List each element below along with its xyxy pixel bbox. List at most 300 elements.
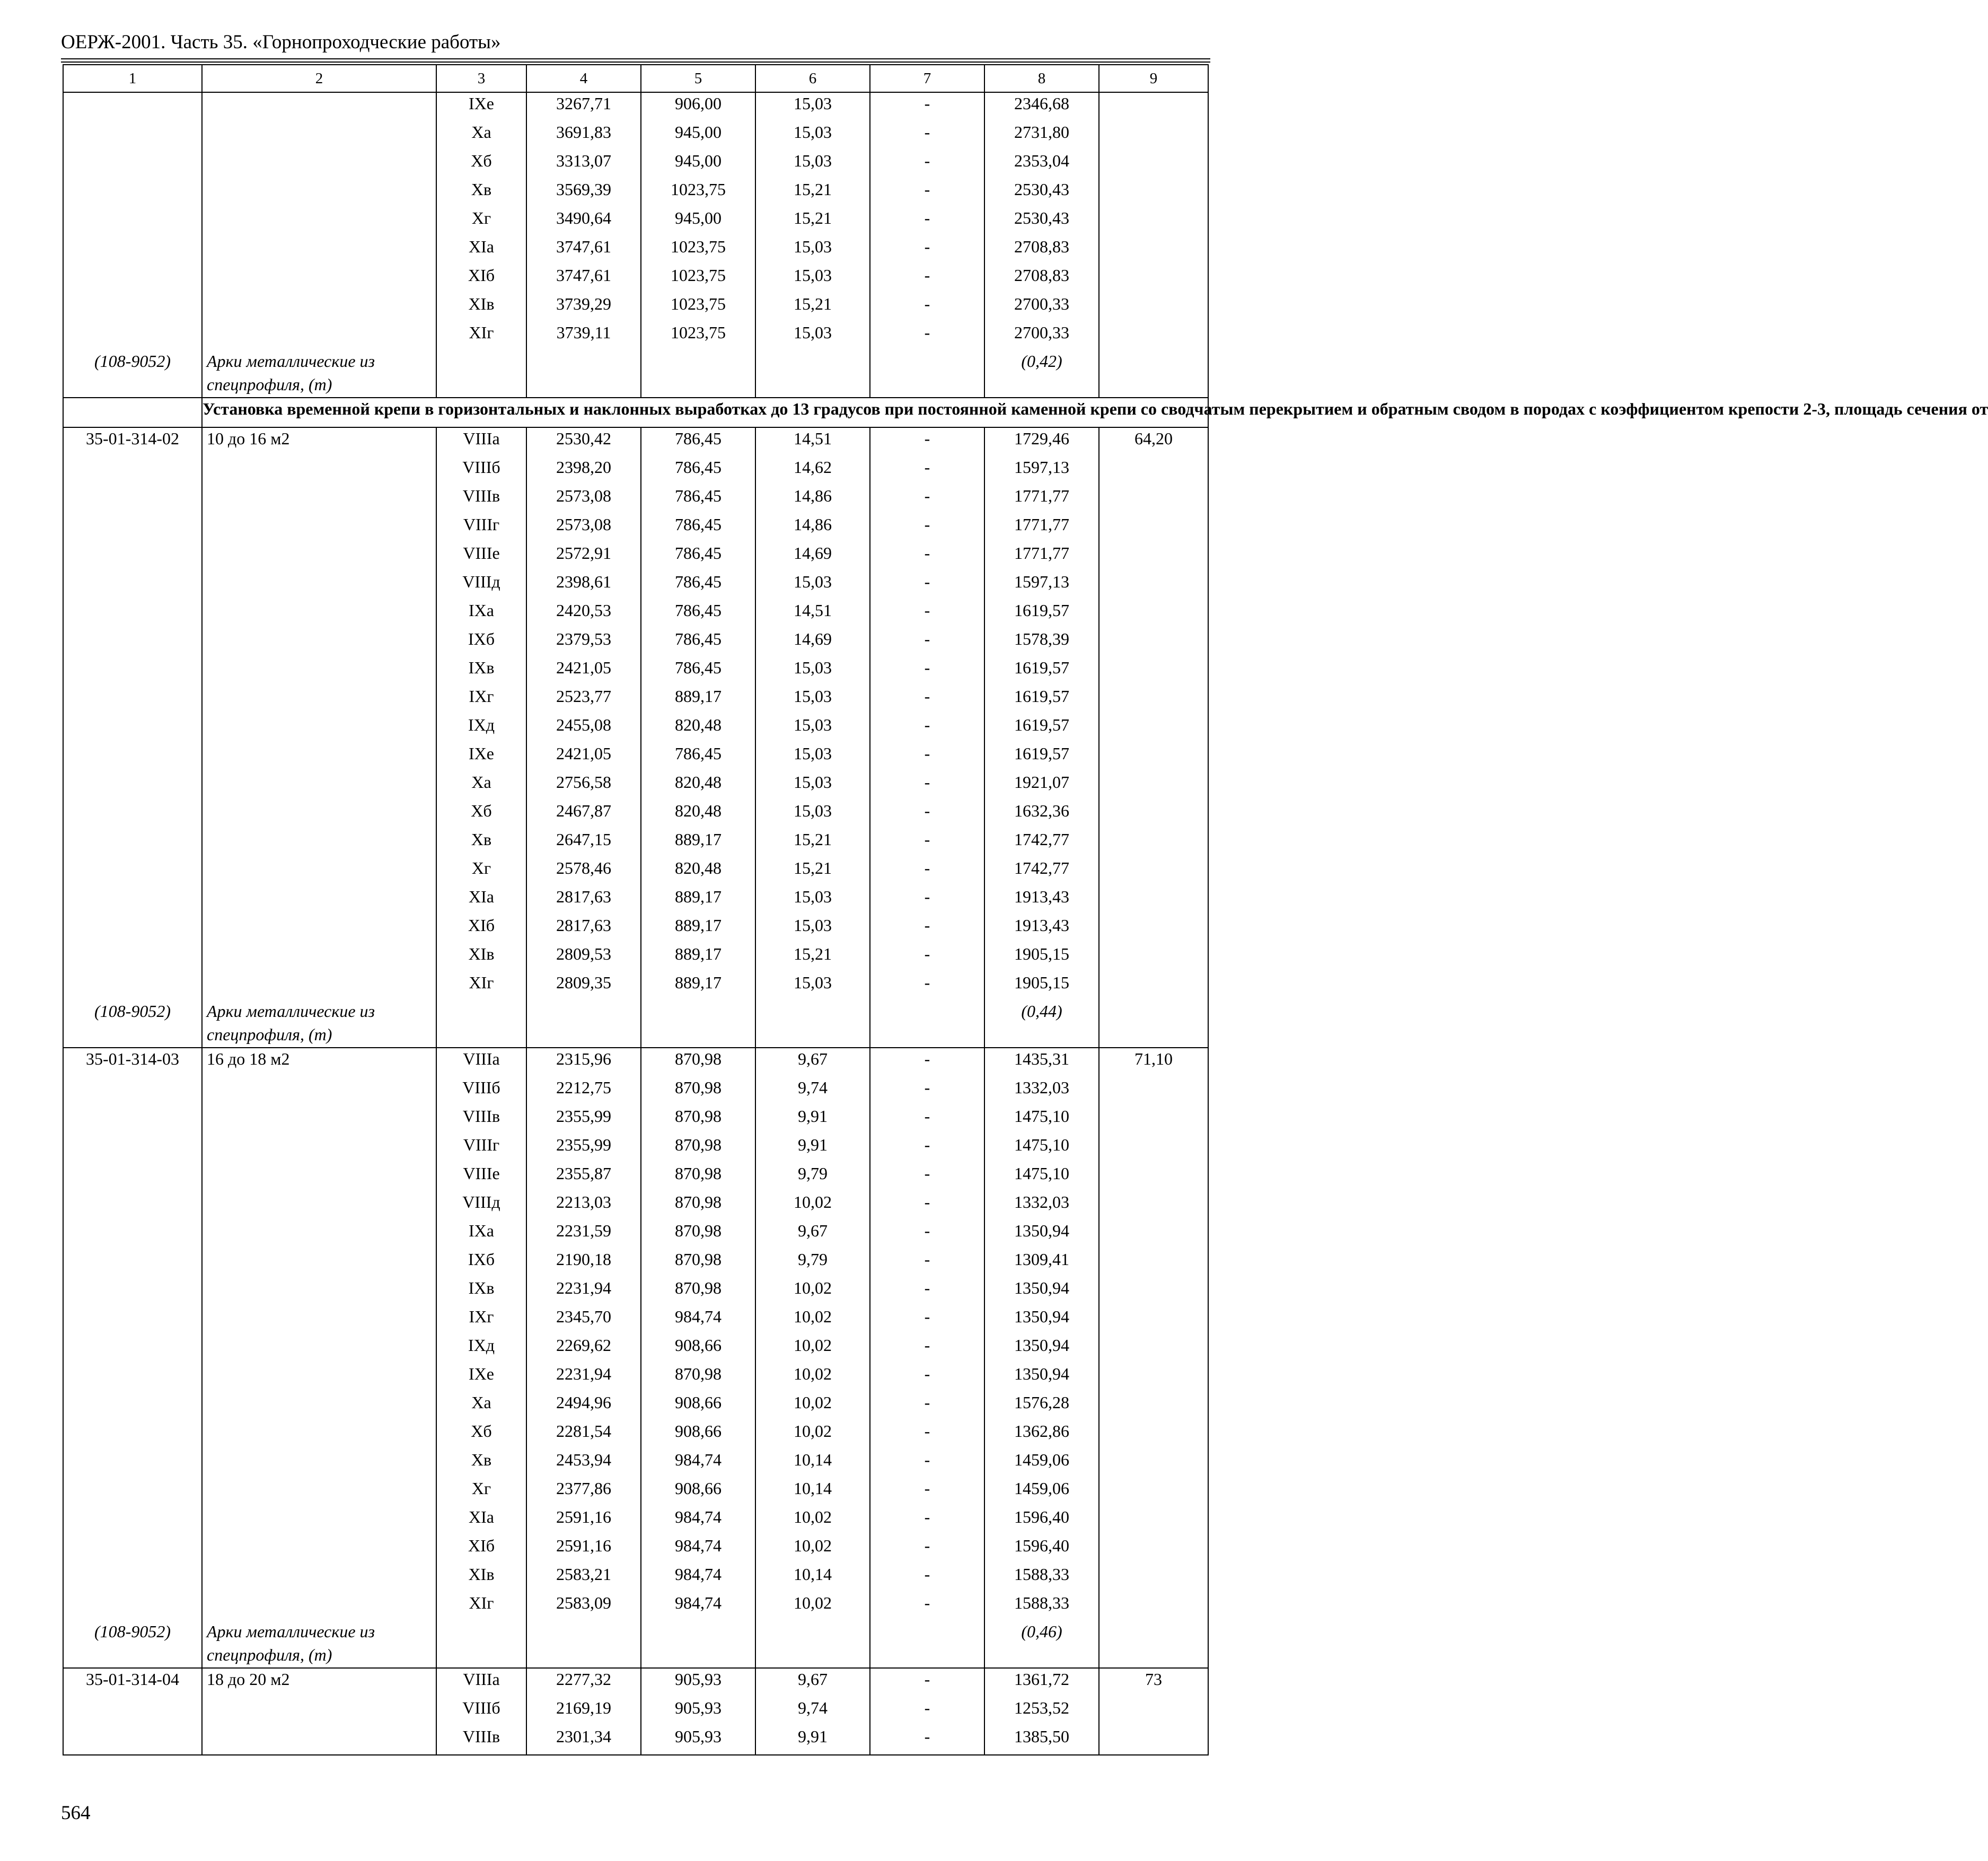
col9-cell [1099,1478,1208,1506]
table-row [63,1249,1208,1277]
value-cell: 870,98 [641,1191,755,1220]
value-cell: 889,17 [641,829,755,857]
category-cell: Xв [436,179,526,207]
value-cell: 1742,77 [984,857,1099,886]
value-cell: 2578,46 [526,857,641,886]
col9-cell [1099,1726,1208,1755]
category-cell: Xг [436,1478,526,1506]
col9-cell [1099,1163,1208,1191]
material-row [63,350,1208,374]
work-name-cell [202,657,436,686]
col9-cell [1099,1363,1208,1392]
empty-cell [1099,1024,1208,1048]
col9-cell [1099,1306,1208,1335]
material-code: (108-9052) [63,1000,202,1024]
category-cell: VIIIг [436,514,526,542]
table-row [63,1105,1208,1134]
value-cell: 15,21 [755,829,870,857]
category-cell: IXв [436,657,526,686]
work-name-cell [202,1592,436,1621]
value-cell: 945,00 [641,207,755,236]
value-cell: 9,79 [755,1163,870,1191]
table-row [63,915,1208,943]
empty-cell [641,1644,755,1668]
table-row [63,1163,1208,1191]
work-name-cell [202,1392,436,1420]
value-cell: - [870,571,984,600]
empty-cell [641,1000,755,1024]
value-cell: 1350,94 [984,1363,1099,1392]
value-cell: 14,86 [755,514,870,542]
category-cell: XIв [436,1564,526,1592]
value-cell: 786,45 [641,542,755,571]
value-cell: 786,45 [641,600,755,628]
empty-cell [526,374,641,398]
table-row [63,1592,1208,1621]
section-title-row [63,398,1208,427]
value-cell: 15,03 [755,92,870,121]
value-cell: 1023,75 [641,293,755,322]
table-row [63,1077,1208,1105]
value-cell: 2573,08 [526,485,641,514]
category-cell: Xв [436,1449,526,1478]
value-cell: - [870,600,984,628]
rate-code-cell [63,743,202,771]
value-cell: 2346,68 [984,92,1099,121]
value-cell: 786,45 [641,427,755,457]
work-name-cell [202,743,436,771]
value-cell: 2817,63 [526,915,641,943]
value-cell: 786,45 [641,743,755,771]
table-row [63,571,1208,600]
value-cell: 2377,86 [526,1478,641,1506]
value-cell: - [870,150,984,179]
value-cell: 3747,61 [526,265,641,293]
value-cell: 1332,03 [984,1077,1099,1105]
work-name-cell [202,1449,436,1478]
rate-code-cell [63,485,202,514]
value-cell: 15,03 [755,121,870,150]
value-cell: - [870,542,984,571]
category-cell: IXе [436,743,526,771]
empty-cell [755,350,870,374]
col9-cell [1099,1277,1208,1306]
value-cell: 786,45 [641,514,755,542]
value-cell: 1913,43 [984,886,1099,915]
value-cell: 10,02 [755,1306,870,1335]
value-cell: 2591,16 [526,1506,641,1535]
empty-cell [63,1024,202,1048]
value-cell: - [870,1535,984,1564]
value-cell: 15,03 [755,236,870,265]
value-cell: 1023,75 [641,179,755,207]
empty-cell [755,1024,870,1048]
value-cell: 905,93 [641,1726,755,1755]
value-cell: 820,48 [641,714,755,743]
value-cell: 3267,71 [526,92,641,121]
value-cell: 870,98 [641,1277,755,1306]
work-name-cell [202,1163,436,1191]
work-name-cell [202,293,436,322]
col9-cell [1099,1506,1208,1535]
value-cell: - [870,1592,984,1621]
work-name-cell [202,457,436,485]
value-cell: 889,17 [641,686,755,714]
rate-code-cell [63,265,202,293]
value-cell: 2700,33 [984,322,1099,350]
value-cell: 1350,94 [984,1335,1099,1363]
value-cell: 820,48 [641,857,755,886]
empty-cell [63,374,202,398]
value-cell: 984,74 [641,1564,755,1592]
value-cell: 2573,08 [526,514,641,542]
value-cell: - [870,1048,984,1077]
value-cell: 786,45 [641,657,755,686]
value-cell: 2809,35 [526,972,641,1000]
rate-code-cell [63,886,202,915]
work-name-cell [202,800,436,829]
value-cell: 2572,91 [526,542,641,571]
value-cell: 908,66 [641,1478,755,1506]
value-cell: - [870,972,984,1000]
table-row [63,150,1208,179]
rate-code-cell [63,207,202,236]
empty-cell [755,1644,870,1668]
value-cell: - [870,800,984,829]
column-number: 5 [641,65,755,92]
value-cell: 908,66 [641,1420,755,1449]
rate-code-cell [63,1478,202,1506]
work-name-cell [202,1478,436,1506]
rate-code-cell [63,1506,202,1535]
table-row [63,943,1208,972]
value-cell: - [870,829,984,857]
value-cell: 15,03 [755,657,870,686]
empty-cell [870,350,984,374]
table-row [63,1134,1208,1163]
work-name-cell [202,571,436,600]
category-cell: VIIIа [436,1048,526,1077]
rate-code-cell [63,1392,202,1420]
value-cell: 2355,99 [526,1134,641,1163]
rate-code-cell [63,179,202,207]
empty-cell [755,374,870,398]
value-cell: - [870,943,984,972]
value-cell: - [870,322,984,350]
value-cell: 14,86 [755,485,870,514]
value-cell: - [870,743,984,771]
category-cell: VIIIа [436,427,526,457]
value-cell: 9,67 [755,1668,870,1697]
table-row [63,92,1208,121]
value-cell: 1385,50 [984,1726,1099,1755]
value-cell: 870,98 [641,1048,755,1077]
value-cell: 2231,94 [526,1363,641,1392]
rate-code-cell [63,1564,202,1592]
material-name-continued: спецпрофиля, (т) [202,1644,436,1668]
rate-code-cell [63,1134,202,1163]
empty-cell [870,1644,984,1668]
value-cell: - [870,514,984,542]
work-name-cell [202,207,436,236]
value-cell: 9,67 [755,1220,870,1249]
table-row [63,1191,1208,1220]
material-row-continued [63,1644,1208,1668]
rate-code-cell [63,1363,202,1392]
value-cell: 1905,15 [984,943,1099,972]
value-cell: 2583,09 [526,1592,641,1621]
empty-cell [1099,374,1208,398]
work-name-cell [202,1363,436,1392]
table-row [63,1420,1208,1449]
empty-cell [1099,1621,1208,1644]
value-cell: 10,02 [755,1277,870,1306]
value-cell: 2345,70 [526,1306,641,1335]
value-cell: 870,98 [641,1105,755,1134]
rate-code-cell [63,542,202,571]
value-cell: 2591,16 [526,1535,641,1564]
rate-code-cell [63,800,202,829]
category-cell: VIIIв [436,1105,526,1134]
table-row [63,1535,1208,1564]
value-cell: 889,17 [641,972,755,1000]
value-cell: 14,62 [755,457,870,485]
work-name-cell [202,943,436,972]
col9-cell [1099,121,1208,150]
table-row [63,457,1208,485]
category-cell: XIг [436,322,526,350]
value-cell: 10,02 [755,1506,870,1535]
value-cell: - [870,628,984,657]
col9-cell [1099,800,1208,829]
table-row [63,236,1208,265]
rate-code-cell [63,771,202,800]
empty-cell [436,1621,526,1644]
value-cell: 2467,87 [526,800,641,829]
work-name-cell [202,771,436,800]
empty-cell [436,374,526,398]
value-cell: 1596,40 [984,1506,1099,1535]
value-cell: - [870,771,984,800]
value-cell: 15,03 [755,743,870,771]
category-cell: VIIIб [436,1697,526,1726]
value-cell: 2420,53 [526,600,641,628]
empty-cell [436,1644,526,1668]
category-cell: Xа [436,771,526,800]
value-cell: 1588,33 [984,1592,1099,1621]
value-cell: 1023,75 [641,236,755,265]
empty-cell [641,350,755,374]
value-cell: 14,69 [755,542,870,571]
value-cell: 2421,05 [526,657,641,686]
material-name: Арки металлические из [202,1621,436,1644]
category-cell: XIа [436,886,526,915]
empty-cell [984,1644,1099,1668]
work-name-cell [202,514,436,542]
col9-cell [1099,771,1208,800]
section-title: Установка временной крепи в горизонтальных и наклонных выработках до 13 градусов при постоянной каменной крепи со сводчатым перекрытием и обратным сводом в породах с коэффициентом крепости 2-3, площадь сечения от [202,398,1208,427]
material-row [63,1000,1208,1024]
col9-cell [1099,943,1208,972]
table-row [63,1478,1208,1506]
value-cell: 2530,43 [984,179,1099,207]
value-cell: 870,98 [641,1363,755,1392]
work-name-cell [202,1564,436,1592]
rate-code-cell [63,150,202,179]
rate-code-cell [63,322,202,350]
value-cell: - [870,1506,984,1535]
category-cell: XIа [436,1506,526,1535]
rate-code-cell [63,1306,202,1335]
rate-code-cell [63,514,202,542]
value-cell: - [870,657,984,686]
value-cell: 870,98 [641,1220,755,1249]
table-row [63,886,1208,915]
work-name-cell [202,686,436,714]
value-cell: 984,74 [641,1506,755,1535]
col9-cell [1099,686,1208,714]
col9-cell [1099,1220,1208,1249]
value-cell: 9,91 [755,1134,870,1163]
value-cell: - [870,1363,984,1392]
work-name-cell [202,179,436,207]
col9-cell [1099,265,1208,293]
rate-code-cell [63,1163,202,1191]
value-cell: 2708,83 [984,236,1099,265]
material-name-continued: спецпрофиля, (т) [202,1024,436,1048]
category-cell: IXд [436,714,526,743]
value-cell: - [870,915,984,943]
value-cell: - [870,1668,984,1697]
table-row [63,1363,1208,1392]
table-row [63,972,1208,1000]
value-cell: 1729,46 [984,427,1099,457]
rate-code-cell [63,657,202,686]
category-cell: Xв [436,829,526,857]
rate-code-cell: 35-01-314-03 [63,1048,202,1077]
category-cell: Xб [436,800,526,829]
value-cell: 1023,75 [641,322,755,350]
value-cell: 870,98 [641,1134,755,1163]
table-row [63,686,1208,714]
work-name-cell [202,1697,436,1726]
rate-code-cell [63,915,202,943]
rate-code-cell [63,1420,202,1449]
value-cell: 1350,94 [984,1277,1099,1306]
value-cell: - [870,1449,984,1478]
col9-cell: 64,20 [1099,427,1208,457]
work-name-cell [202,1191,436,1220]
category-cell: Xг [436,207,526,236]
value-cell: 2190,18 [526,1249,641,1277]
rate-code-cell [63,1220,202,1249]
value-cell: 15,21 [755,857,870,886]
rate-code-cell: 35-01-314-02 [63,427,202,457]
table-row [63,207,1208,236]
table-row [63,628,1208,657]
value-cell: 2169,19 [526,1697,641,1726]
value-cell: - [870,1077,984,1105]
col9-cell [1099,92,1208,121]
category-cell: VIIIв [436,485,526,514]
value-cell: 2315,96 [526,1048,641,1077]
rate-code-cell [63,829,202,857]
value-cell: 2455,08 [526,714,641,743]
value-cell: 15,03 [755,265,870,293]
rate-code-cell [63,293,202,322]
category-cell: IXг [436,1306,526,1335]
value-cell: 15,03 [755,972,870,1000]
col9-cell [1099,600,1208,628]
value-cell: - [870,1249,984,1277]
empty-cell [526,1644,641,1668]
value-cell: 15,21 [755,943,870,972]
rate-code-cell [63,857,202,886]
value-cell: 906,00 [641,92,755,121]
material-name-continued: спецпрофиля, (т) [202,374,436,398]
table-row [63,1048,1208,1077]
rate-code-cell [63,943,202,972]
value-cell: 2231,59 [526,1220,641,1249]
value-cell: 15,21 [755,207,870,236]
value-cell: 1578,39 [984,628,1099,657]
value-cell: 15,03 [755,150,870,179]
value-cell: 9,74 [755,1697,870,1726]
col9-cell [1099,236,1208,265]
category-cell: IXб [436,1249,526,1277]
work-name-cell [202,1249,436,1277]
value-cell: 1588,33 [984,1564,1099,1592]
value-cell: 786,45 [641,628,755,657]
value-cell: - [870,1277,984,1306]
value-cell: 15,03 [755,686,870,714]
col9-cell [1099,1191,1208,1220]
empty-cell [641,1621,755,1644]
value-cell: 945,00 [641,150,755,179]
col9-cell [1099,1535,1208,1564]
col9-cell [1099,485,1208,514]
category-cell: IXе [436,92,526,121]
col9-cell [1099,1592,1208,1621]
value-cell: 1332,03 [984,1191,1099,1220]
col9-cell [1099,322,1208,350]
table-row [63,265,1208,293]
col9-cell [1099,571,1208,600]
empty-cell [436,350,526,374]
value-cell: 2809,53 [526,943,641,972]
material-code: (108-9052) [63,1621,202,1644]
empty-cell [755,1621,870,1644]
value-cell: 1619,57 [984,600,1099,628]
value-cell: - [870,457,984,485]
value-cell: 3569,39 [526,179,641,207]
col9-cell [1099,542,1208,571]
category-cell: XIб [436,915,526,943]
work-name-cell [202,150,436,179]
col9-cell [1099,457,1208,485]
column-number: 1 [63,65,202,92]
value-cell: - [870,857,984,886]
rate-code-cell [63,1249,202,1277]
value-cell: 984,74 [641,1592,755,1621]
rate-code-cell [63,457,202,485]
table-row [63,771,1208,800]
value-cell: 9,91 [755,1726,870,1755]
value-cell: 1309,41 [984,1249,1099,1277]
work-name-cell [202,265,436,293]
table-row [63,1697,1208,1726]
work-name-cell [202,236,436,265]
